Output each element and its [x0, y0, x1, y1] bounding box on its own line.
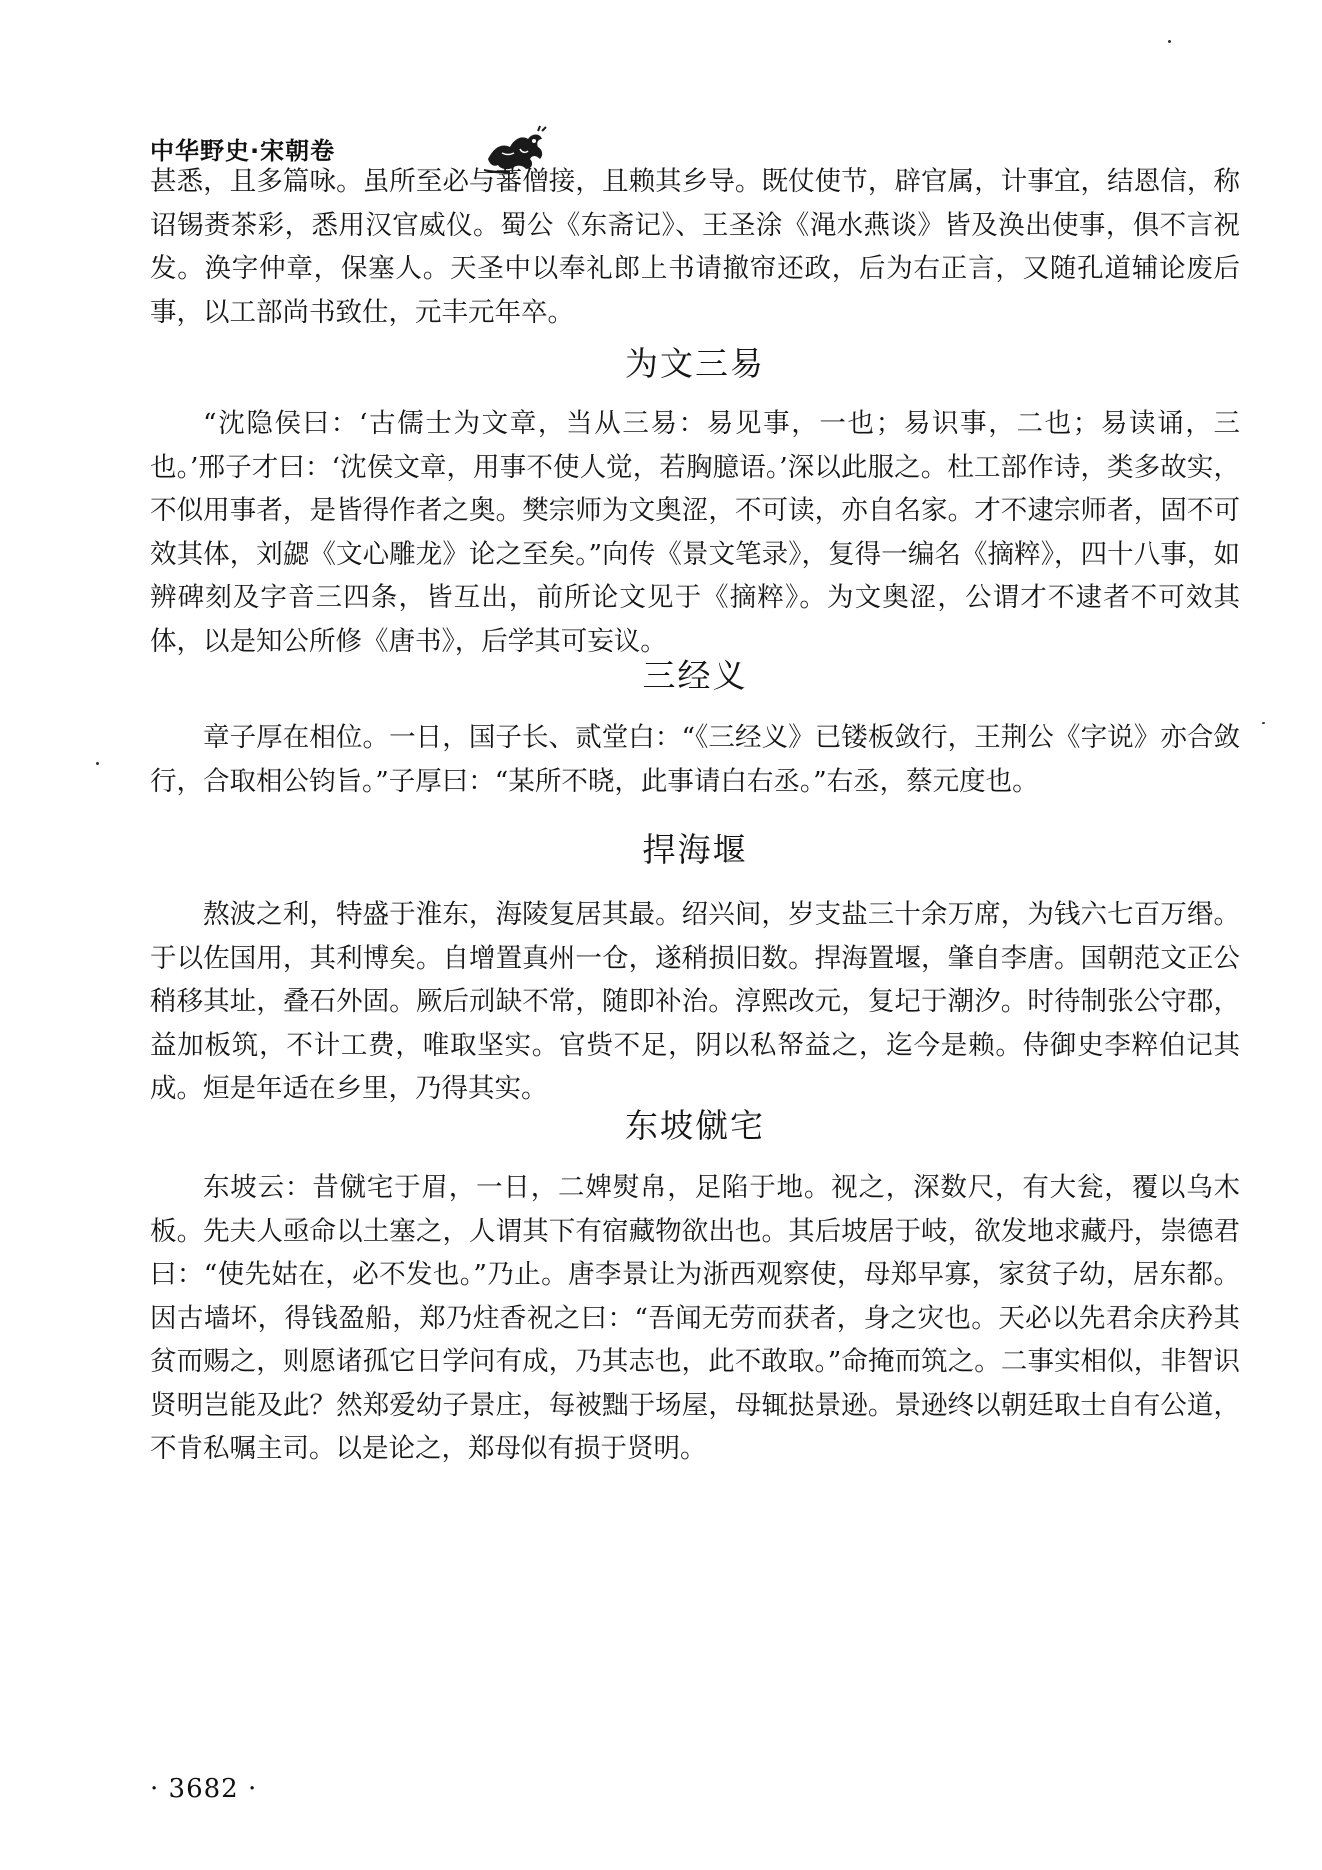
- scan-speck: [1168, 40, 1171, 43]
- intro-paragraph: 甚悉，且多篇咏。虽所至必与蕃僧接，且赖其乡导。既仗使节，辟官属，计事宜，结恩信，称诏锡赉茶彩，悉用汉官威仪。蜀公《东斋记》、王圣涂《渑水燕谈》皆及涣出使事，俱不言祝发。涣字仲章，保塞人。天圣中以奉礼郎上书请撤帘还政，后为右正言，又随孔道辅论废后事，以工部尚书致仕，元丰元年卒。: [150, 166, 1240, 328]
- section-heading-wei-wen-san-yi: 为文三易: [625, 344, 765, 383]
- scan-speck: [1262, 722, 1265, 724]
- section-paragraph-san-jing-yi: 章子厚在相位。一日，国子长、贰堂白：“《三经义》已镂板敛行，王荆公《字说》亦合敛行，合取相公钧旨。”子厚曰：“某所不晓，此事请白右丞。”右丞，蔡元度也。: [150, 722, 1240, 797]
- scan-speck: [96, 762, 99, 765]
- section-paragraph-han-hai-yan: 熬波之利，特盛于淮东，海陵复居其最。绍兴间，岁支盐三十余万席，为钱六七百万缗。于以佐国用，其利博矣。自增置真州一仓，遂稍损旧数。捍海置堰，肇自李唐。国朝范文正公稍移其址，叠石外固。厥后刓缺不常，随即补治。淳熙改元，复圮于潮汐。时待制张公守郡，益加板筑，不计工费，唯取坚实。官赀不足，阴以私帑益之，迄今是赖。侍御史李粹伯记其成。烜是年适在乡里，乃得其实。: [150, 899, 1240, 1104]
- book-title: 中华野史·宋朝卷: [150, 137, 336, 165]
- section-heading-han-hai-yan: 捍海堰: [642, 830, 748, 869]
- section-paragraph-wei-wen-san-yi: “沈隐侯曰：‘古儒士为文章，当从三易：易见事，一也；易识事，二也；易读诵，三也。’邢子才曰：‘沈侯文章，用事不使人觉，若胸臆语。’深以此服之。杜工部作诗，类多故实，不似用事者，是皆得作者之奥。樊宗师为文奥涩，不可读，亦自名家。才不逮宗师者，固不可效其体，刘勰《文心雕龙》论之至矣。”向传《景文笔录》，复得一编名《摘粹》，四十八事，如辨碑刻及字音三四条，皆互出，前所论文见于《摘粹》。为文奥涩，公谓才不逮者不可效其体，以是知公所修《唐书》，后学其可妄议。: [150, 408, 1240, 657]
- section-heading-san-jing-yi: 三经义: [642, 656, 748, 695]
- section-heading-dong-po-jiu-zhai: 东坡僦宅: [625, 1106, 765, 1145]
- section-paragraph-dong-po-jiu-zhai: 东坡云：昔僦宅于眉，一日，二婢熨帛，足陷于地。视之，深数尺，有大瓮，覆以乌木板。先夫人亟命以土塞之，人谓其下有宿藏物欲出也。其后坡居于岐，欲发地求藏丹，崇德君曰：“使先姑在，必不发也。”乃止。唐李景让为浙西观察使，母郑早寡，家贫子幼，居东都。因古墙坏，得钱盈船，郑乃炷香祝之曰：“吾闻无劳而获者，身之灾也。天必以先君余庆矜其贫而赐之，则愿诸孤它日学问有成，乃其志也，此不敢取。”命掩而筑之。二事实相似，非智识贤明岂能及此？然郑爱幼子景庄，每被黜于场屋，母辄挞景逊。景逊终以朝廷取士自有公道，不肯私嘱主司。以是论之，郑母似有损于贤明。: [150, 1172, 1240, 1464]
- page-number: · 3682 ·: [150, 1774, 258, 1804]
